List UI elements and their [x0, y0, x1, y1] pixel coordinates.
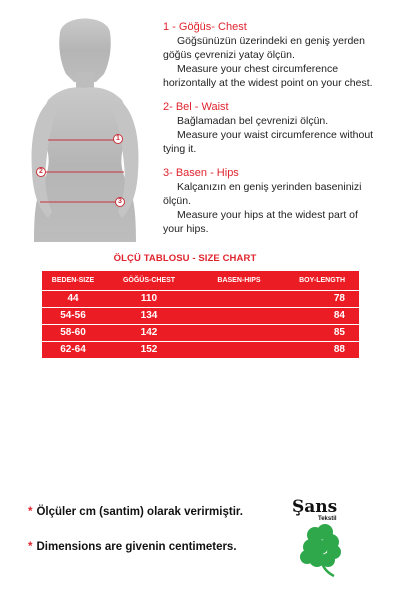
chest-line-3: Measure your chest circumference [177, 63, 339, 75]
cell-hips [194, 341, 284, 358]
marker-3: 3 [115, 197, 125, 207]
chest-title: 1 - Göğüs- Chest [163, 21, 247, 33]
cell-length: 84 [284, 307, 359, 324]
hips-line-1: Kalçanızın en geniş yerinden baseninizi [177, 181, 362, 193]
waist-section [163, 100, 395, 156]
chest-section [163, 20, 395, 90]
waist-line-1: Bağlamadan bel çevrenizi ölçün. [177, 115, 329, 127]
asterisk: * [28, 541, 33, 553]
cell-chest: 142 [104, 324, 194, 341]
waist-title: 2- Bel - Waist [163, 101, 229, 113]
marker-1: 1 [113, 134, 123, 144]
hips-section [163, 166, 395, 236]
marker-2: 2 [36, 167, 46, 177]
chest-line-1: Göğsünüzün üzerindeki en geniş yerden [177, 35, 365, 47]
hips-title: 3- Basen - Hips [163, 167, 239, 179]
note-tr-text: Ölçüler cm (santim) olarak verirmiştir. [36, 506, 243, 518]
cell-size: 54-56 [42, 307, 104, 324]
cell-hips [194, 290, 284, 307]
header-size: BEDEN-SIZE [51, 276, 95, 284]
waist-line-2: Measure your waist circumference without [177, 129, 374, 141]
cell-hips [194, 324, 284, 341]
note-centimeters-tr [28, 506, 243, 518]
chest-line-2: göğüs çevrenizi yatay ölçün. [163, 49, 295, 61]
cell-chest: 110 [104, 290, 194, 307]
cell-size: 58-60 [42, 324, 104, 341]
cell-chest: 134 [104, 307, 194, 324]
table-row [42, 290, 359, 307]
header-hips: BASEN-HIPS [217, 276, 261, 284]
note-en-text: Dimensions are givenin centimeters. [36, 541, 237, 553]
silhouette-image [20, 12, 150, 242]
size-chart-table [42, 271, 359, 358]
clover-icon [298, 523, 348, 577]
hips-line-2: ölçün. [163, 195, 192, 207]
cell-length: 78 [284, 290, 359, 307]
chest-line-4: horizontally at the widest point on your chest. [163, 77, 373, 89]
note-centimeters-en [28, 541, 237, 553]
cell-hips [194, 307, 284, 324]
header-chest: GÖĞÜS-CHEST [122, 276, 176, 284]
body-silhouette-figure [20, 12, 150, 242]
measurement-instructions [163, 20, 395, 242]
header-length: BOY-LENGTH [299, 276, 345, 284]
table-row [42, 324, 359, 341]
brand-name: Şans [292, 497, 338, 517]
asterisk: * [28, 506, 33, 518]
cell-chest: 152 [104, 341, 194, 358]
table-row [42, 307, 359, 324]
waist-line-3: tying it. [163, 143, 197, 155]
cell-length: 85 [284, 324, 359, 341]
cell-size: 62-64 [42, 341, 104, 358]
brand-subtitle: Tekstil [318, 516, 337, 522]
hips-line-4: your hips. [163, 223, 209, 235]
cell-size: 44 [42, 290, 104, 307]
cell-length: 88 [284, 341, 359, 358]
brand-logo [288, 497, 358, 579]
table-header-row [42, 271, 359, 290]
size-chart-title: ÖLÇÜ TABLOSU - SIZE CHART [113, 253, 257, 264]
hips-line-3: Measure your hips at the widest part of [177, 209, 358, 221]
table-row [42, 341, 359, 358]
